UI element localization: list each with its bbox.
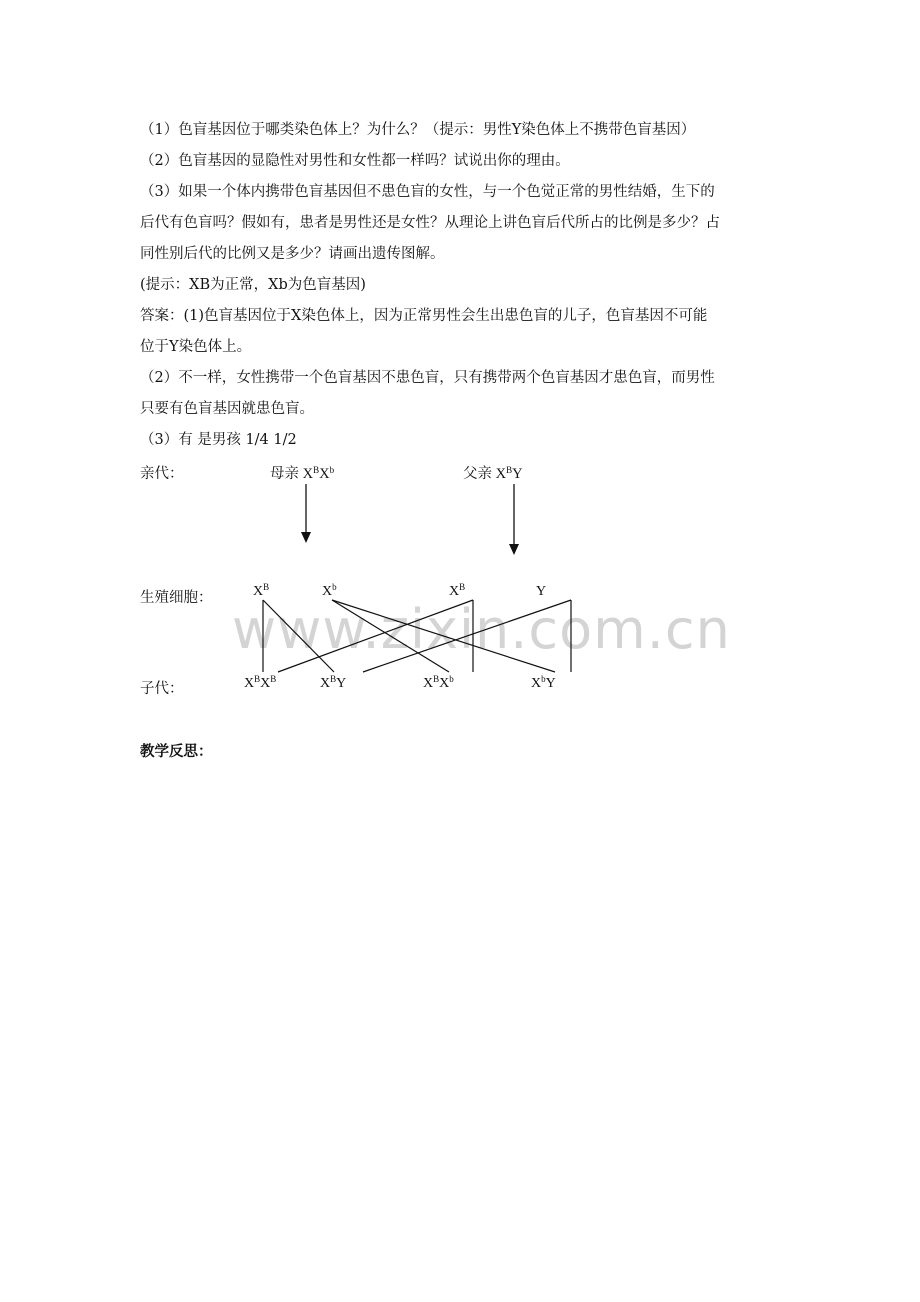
- answer-3: （3）有 是男孩 1/4 1/2: [140, 432, 297, 448]
- x-chrom: X: [531, 676, 542, 691]
- allele-B: B: [313, 465, 320, 475]
- x-chrom: X: [319, 466, 330, 482]
- x-chrom: X: [495, 466, 507, 482]
- offspring-XBY: [320, 676, 346, 692]
- x-chrom: X: [244, 676, 255, 691]
- allele-b: b: [449, 674, 454, 684]
- offspring-XBXB: [244, 676, 276, 692]
- father-arrowhead: [509, 544, 519, 555]
- gamete-father-Y: [536, 584, 546, 600]
- question-1: （1）色盲基因位于哪类染色体上？为什么？（提示：男性Y染色体上不携带色盲基因）: [140, 122, 696, 138]
- watermark: www.zixin.com.cn: [232, 598, 731, 661]
- answer-2-line-1: （2）不一样，女性携带一个色盲基因不患色盲，只有携带两个色盲基因才患色盲，而男性: [140, 370, 715, 386]
- cross-lines: [263, 600, 571, 672]
- allele-B: B: [254, 674, 261, 684]
- allele-b: b: [329, 465, 335, 475]
- answer-2-line-2: 只要有色盲基因就患色盲。: [140, 401, 314, 417]
- allele-B: B: [459, 582, 466, 592]
- allele-B: B: [506, 465, 513, 475]
- offspring-XbY: [531, 676, 556, 692]
- answer-1-line-1: 答案：(1)色盲基因位于X染色体上，因为正常男性会生出患色盲的儿子，色盲基因不可能: [140, 308, 708, 324]
- allele-B: B: [263, 582, 270, 592]
- question-3-line-3: 同性别后代的比例又是多少？请画出遗传图解。: [140, 246, 445, 262]
- y-chrom: Y: [536, 584, 547, 599]
- mother-arrowhead: [301, 532, 311, 543]
- offspring-label: 子代：: [140, 681, 184, 697]
- y-chrom: Y: [545, 676, 556, 691]
- mother-genotype: [270, 462, 334, 483]
- x-chrom: X: [253, 584, 264, 599]
- allele-B: B: [330, 674, 337, 684]
- gamete-father-XB: [449, 584, 465, 600]
- reflection-heading: 教学反思：: [140, 743, 213, 760]
- allele-B: B: [433, 674, 440, 684]
- answer-1-line-2: 位于Y染色体上。: [140, 339, 252, 355]
- father-prefix: 父亲: [463, 466, 496, 482]
- father-genotype: [463, 462, 523, 483]
- hint-line: (提示：XB为正常，Xb为色盲基因): [140, 277, 366, 293]
- x-chrom: X: [260, 676, 271, 691]
- question-3-line-1: （3）如果一个体内携带色盲基因但不患色盲的女性，与一个色觉正常的男性结婚，生下的: [140, 184, 715, 200]
- gamete-mother-XB: [253, 584, 269, 600]
- allele-b: b: [332, 582, 337, 592]
- question-3-line-2: 后代有色盲吗？假如有，患者是男性还是女性？从理论上讲色盲后代所占的比例是多少？占: [140, 215, 720, 231]
- x-chrom: X: [439, 676, 450, 691]
- question-2: （2）色盲基因的显隐性对男性和女性都一样吗？试说出你的理由。: [140, 153, 570, 169]
- x-chrom: X: [449, 584, 460, 599]
- allele-B: B: [270, 674, 277, 684]
- gamete-mother-Xb: [322, 584, 337, 600]
- allele-b: b: [541, 674, 546, 684]
- x-chrom: X: [322, 584, 333, 599]
- x-chrom: X: [423, 676, 434, 691]
- parent-generation-label: 亲代：: [140, 466, 184, 482]
- mother-prefix: 母亲: [270, 466, 303, 482]
- offspring-XBXb: [423, 676, 454, 692]
- x-chrom: X: [302, 466, 314, 482]
- y-chrom: Y: [336, 676, 347, 691]
- gamete-label: 生殖细胞：: [140, 590, 213, 606]
- y-chrom: Y: [512, 466, 523, 482]
- x-chrom: X: [320, 676, 331, 691]
